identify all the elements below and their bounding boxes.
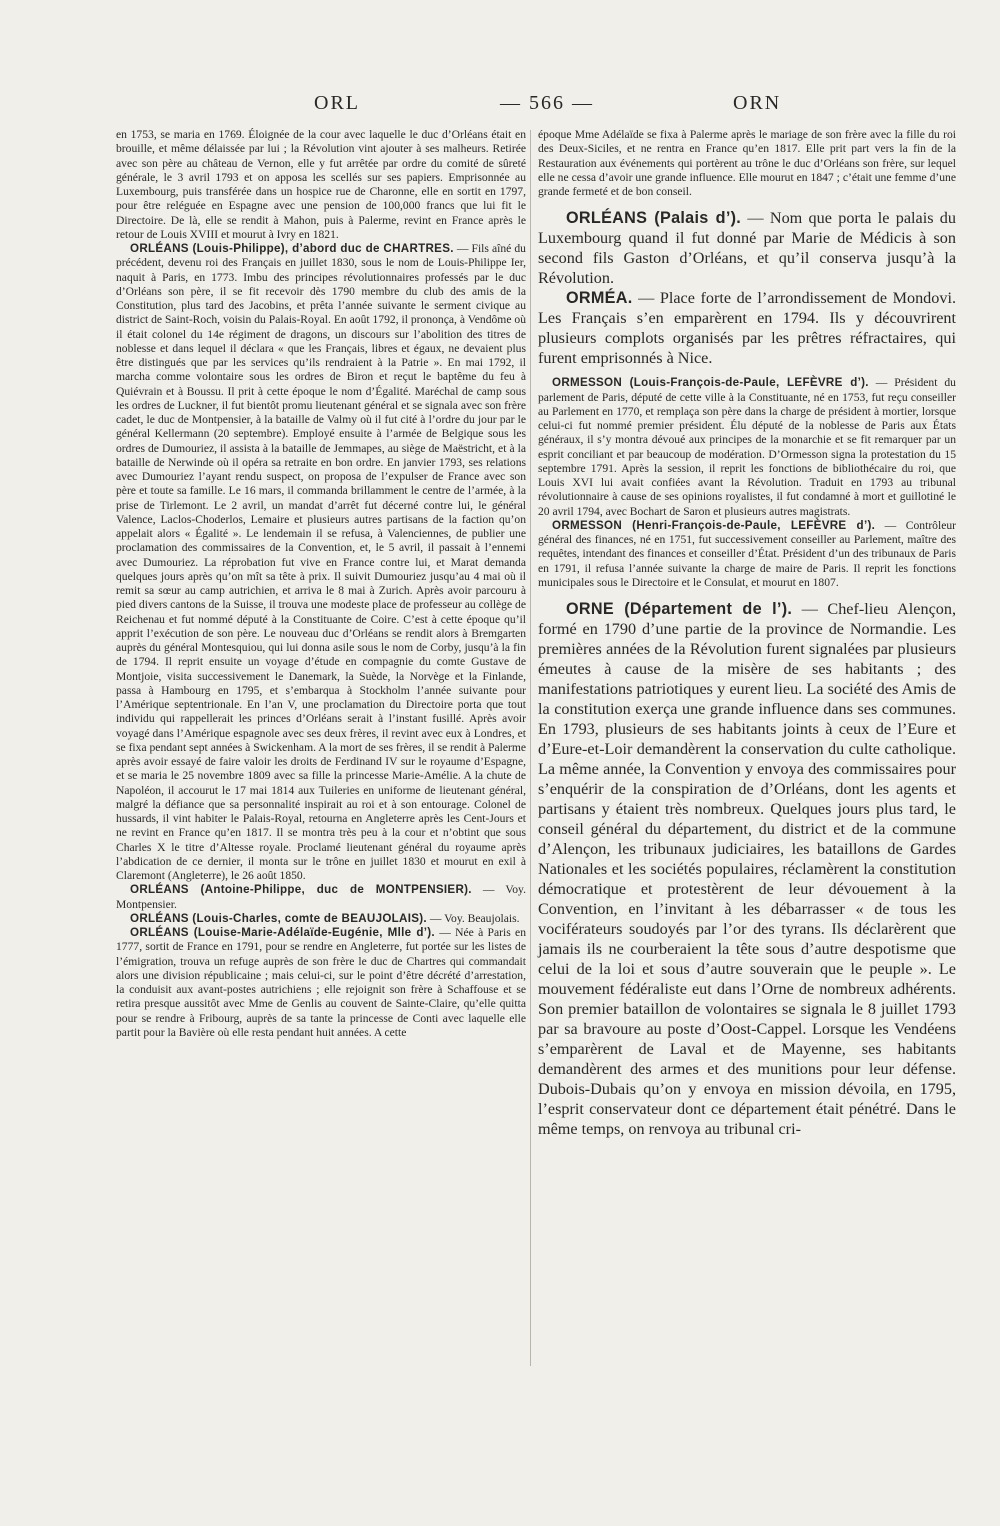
headword: ORLÉANS (Louise-Marie-Adélaïde-Eugénie, Mlle d’). bbox=[130, 926, 435, 939]
right-large-block-a bbox=[538, 208, 956, 368]
column-divider bbox=[530, 130, 531, 1366]
headword: ORLÉANS (Louis-Charles, comte de BEAUJOLAIS). bbox=[130, 911, 427, 925]
headword: ORLÉANS (Louis-Philippe), d’abord duc de CHARTRES. bbox=[130, 242, 454, 255]
headword: ORMESSON (Louis-François-de-Paule, LEFÈVRE d’). bbox=[552, 376, 869, 390]
headword: ORLÉANS (Palais d’). bbox=[566, 209, 742, 228]
entry-continuation: époque Mme Adélaïde se fixa à Palerme après le mariage de son frère avec la fille du roi des Deux-Siciles, et ne rentra en France qu’en 1817. Elle prit part vers la fin de la Restauration aux événements qui portèrent au trône le duc d’Orléans son frère, sur lequel elle ne cessa d’avoir une grande influence. Elle mourut en 1847 ; c’était une femme d’une grande fermeté et de bon conseil. bbox=[538, 128, 956, 198]
right-column bbox=[538, 128, 956, 1139]
headword: ORMESSON (Henri-François-de-Paule, LEFÈVRE d’). bbox=[552, 518, 876, 532]
entry-ormesson-henri: ORMESSON (Henri-François-de-Paule, LEFÈVRE d’). — Contrôleur général des finances, né en 1751, fut successivement conseiller au Parlement, maître des requêtes, intendant des finances et conseiller d’État. Président d’un des tribunaux de Paris en 1791, il refusa l’année suivante la charge de maire de Paris. Il reprit les fonctions municipales sous le Directoire et le Consulat, et mourut en 1807. bbox=[538, 518, 956, 589]
right-large-block-b bbox=[538, 599, 956, 1139]
entry-continuation: en 1753, se maria en 1769. Éloignée de la cour avec laquelle le duc d’Orléans était en brouille, et même délaissée par lui ; la Révolution vint ajouter à ses malheurs. Retirée avec son père au château de Vernon, elle y fut arrêtée par ordre du comité de sûreté générale, le 3 avril 1793 et on apposa les scellés sur ses papiers. Emprisonnée au Luxembourg, puis transférée dans un hospice rue de Charonne, elle en sortit en 1797, pour être reléguée en Espagne avec une pension de 100,000 francs que lui fit le Directoire. De là, elle se rendit à Mahon, puis à Palerme, revint en France après le retour de Louis XVIII et mourut à Ivry en 1821. bbox=[116, 128, 526, 241]
headword: ORNE (Département de l’). bbox=[566, 600, 793, 618]
entry-montpensier: ORLÉANS (Antoine-Philippe, duc de MONTPENSIER). — Voy. Montpensier. bbox=[116, 883, 526, 911]
headword: ORMÉA. bbox=[566, 289, 633, 308]
entry-orne: ORNE (Département de l’). — Chef-lieu Alençon, formé en 1790 d’une partie de la province de Normandie. Les premières années de la Révolution furent signalées par plusieurs émeutes à cause de la misère de ses habitants ; des manifestations patriotiques y eurent lieu. La société des Amis de la constitution exerça une grande influence dans ses communes. En 1793, plusieurs de ses habitants joints à ceux de l’Eure et d’Eure-et-Loir demandèrent la conservation du culte catholique. La même année, la Convention y envoya des commissaires pour s’enquérir de la conspiration de d’Orléans, dont les agents et partisans y étaient très nombreux. Quelques jours plus tard, le conseil général du département, du district et de la commune d’Alençon, les tribunaux judiciaires, les bataillons de Gardes Nationales et les sociétés populaires, réclamèrent la constitution démocratique et protestèrent de leur dévouement à la Convention, en l’invitant à les débarrasser « de tous les vociférateurs soudoyés par l’or des tyrans. Ils déclarèrent que jamais ils ne courberaient la tête sous d’autre despotisme que celui de la loi et sous d’autre souverain que le peuple ». Le mouvement fédéraliste eut dans l’Orne de nombreux adhérents. Son premier bataillon de volontaires se signala le 8 juillet 1793 par sa bravoure au poste d’Oost-Cappel. Lorsque les Vendéens s’emparèrent de Laval et de Mayenne, ses habitants demandèrent des armes et des munitions pour leur défense. Dubois-Dubais qu’on y envoya en mission dévoila, en 1795, l’esprit conservateur dont ce département était pénétré. Dans le même temps, on renvoya au tribunal cri- bbox=[538, 600, 957, 1138]
entry-adelaide: ORLÉANS (Louise-Marie-Adélaïde-Eugénie, Mlle d’). — Née à Paris en 1777, sortit de France en 1791, pour se rendre en Angleterre, fut portée sur les listes de l’émigration, trouva un refuge auprès de son frère le duc de Chartres qui commandait alors une division républicaine ; mais celui-ci, sur le point d’être décrété d’arrestation, la conduisit aux avant-postes autrichiens ; elle rejoignit son frère à Schaffouse et se retira presque aussitôt avec Mme de Genlis au couvent de Sainte-Claire, qu’elle quitta pour se rendre à Fribourg, auprès de sa tante la princesse de Conti avec laquelle elle partit pour la Bavière où elle resta pendant huit années. A cette bbox=[116, 926, 526, 1039]
entry-ormea: ORMÉA. — Place forte de l’arrondissement de Mondovi. Les Français s’en emparèrent en 1794. Ils y découvrirent plusieurs complots organisés par les prêtres réfractaires, qui furent emprisonnés à Nice. bbox=[538, 289, 957, 368]
entry-ormesson-louis: ORMESSON (Louis-François-de-Paule, LEFÈVRE d’). — Président du parlement de Paris, député de cette ville à la Constituante, né en 1753, fut reçu conseiller au Parlement en 1770, et remplaça son père dans la charge de président à mortier, lorsque celui-ci fut nommé premier président. Élu député de la noblesse de Paris aux États généraux, il s’y montra dévoué aux principes de la monarchie et se fit remarquer par un esprit conciliant et par beaucoup de modération. D’Ormesson signa la protestation du 15 septembre 1791. Après la session, il reprit les fonctions de bibliothécaire du roi, que Louis XVI lui avait confiées avant la Révolution. Traduit en 1793 au tribunal révolutionnaire à cause de ses opinions royalistes, il fut condamné à mort et guillotiné le 20 avril 1794, avec Bochart de Saron et plusieurs autres magistrats. bbox=[538, 376, 956, 518]
running-head bbox=[0, 92, 1000, 118]
entry-louis-philippe: ORLÉANS (Louis-Philippe), d’abord duc de CHARTRES. — Fils aîné du précédent, devenu roi des Français en juillet 1830, sous le nom de Louis-Philippe Ier, naquit à Paris, en 1773. Imbu des principes révolutionnaires professés par le duc d’Orléans son père, il se fit recevoir dès 1790 membre du club des amis de la Constitution, plus tard des Jacobins, et prêta l’année suivante le serment civique au district de Saint-Roch, voisin du Palais-Royal. En août 1792, il prononça, à Vendôme où il était colonel du 14e régiment de dragons, un discours sur l’abolition des titres de noblesse et dans lequel il déclara « que les Français, libres et égaux, ne devaient plus être distingués que par les services qu’ils rendraient à la Patrie ». En mai 1792, il marcha comme volontaire sous les ordres de Biron et reçut le baptême du feu à Quiévrain et à Boussu. Il prit à cette époque le nom d’Égalité. Maréchal de camp sous les ordres de Luckner, il fut bientôt promu lieutenant général et se signala avec son frère cadet, le duc de Montpensier, à la bataille de Valmy où il fut cité à l’ordre du jour par le général Kellermann (20 septembre). Employé ensuite à l’armée de Belgique sous les ordres de Dumouriez, il assista à la bataille de Jemmapes, au siège de Maëstricht, et à la bataille de Nerwinde où il opéra sa retraite en bon ordre. En janvier 1793, ses relations avec Dumouriez l’ayant rendu suspect, on proposa de l’expulser de France avec son père et toute sa famille. Le 16 mars, il commanda brillamment le centre de l’armée, à la prise de Tirlemont. Le 2 avril, un mandat d’arrêt fut décerné contre lui, le général Valence, Laclos-Choderlos, Lemaire et plusieurs autres partisans de la faction qu’on appelait alors « Égalité ». Le lendemain il se refusa, à Valenciennes, de publier une proclamation des commissaires de la Convention, et, le 5 avril, il passait à l’ennemi avec Dumouriez. La réprobation fut vive en France contre lui, et Marat demanda quelques jours après qu’on mît sa tête à prix. Il suivit Dumouriez jusqu’au 4 mai où il remit sa sœur au camp autrichien, et arriva le 8 mai à Zurich. Après avoir parcouru à pied divers cantons de la Suisse, il trouva une modeste place de professeur au collège de Reichenau et fut nommé député à la Constituante de Coire. C’est à cette époque qu’il apprit l’exécution de son père. Le nouveau duc d’Orléans se rendit alors à Bremgarten auprès du général Montesquiou, qui lui donna asile sous le nom de Corby, jusqu’à la fin de 1794. Il reprit ensuite un voyage d’étude en compagnie du comte Gustave de Montjoie, visita successivement le Danemark, la Suède, la Norvège et la Finlande, passa à Hambourg en 1795, et s’embarqua à Stockholm l’année suivante pour l’Amérique septentrionale. En l’an V, une proclamation du Directoire porta que tout individu qui rappellerait les princes d’Orléans serait à l’instant fusillé. Après avoir voyagé dans l’Amérique espagnole avec ses deux frères, il revint avec eux à Londres, et se fixa pendant sept années à Swickenham. A la mort de ses frères, il se rendit à Palerme après avoir essayé de faire valoir les droits de Ferdinand IV sur le royaume d’Espagne, et se maria le 25 novembre 1809 avec sa fille la princesse Marie-Amélie. A la chute de Napoléon, il accourut le 17 mai 1814 aux Tuileries en uniforme de lieutenant général, malgré la défiance que sa personnalité inspirait au roi et à son entourage. Colonel de hussards, il vint habiter le Palais-Royal, retourna en Angleterre après les Cent-Jours et ne revint en France qu’en 1817. Il se montra très peu à la cour et n’obtint que sous Charles X le titre d’Altesse royale. Proclamé lieutenant général du royaume après l’abdication de ce dernier, il monta sur le trône en juillet 1830 et mourut en exil à Claremont (Angleterre), le 26 août 1850. bbox=[116, 242, 526, 882]
headword: ORLÉANS (Antoine-Philippe, duc de MONTPENSIER). bbox=[130, 883, 472, 897]
header-right: ORN bbox=[733, 92, 782, 114]
entry-beaujolais: ORLÉANS (Louis-Charles, comte de BEAUJOLAIS). — Voy. Beaujolais. bbox=[130, 911, 520, 925]
right-small-block-a bbox=[538, 128, 956, 199]
right-small-block-b bbox=[538, 376, 956, 590]
page-number: — 566 — bbox=[500, 92, 594, 114]
entry-palais-orleans: ORLÉANS (Palais d’). — Nom que porta le palais du Luxembourg quand il fut donné par Marie de Médicis à son second fils Gaston d’Orléans, et qu’il conserva jusqu’à la Révolution. bbox=[538, 209, 956, 288]
header-left: ORL bbox=[314, 92, 360, 114]
left-column bbox=[116, 128, 526, 1040]
